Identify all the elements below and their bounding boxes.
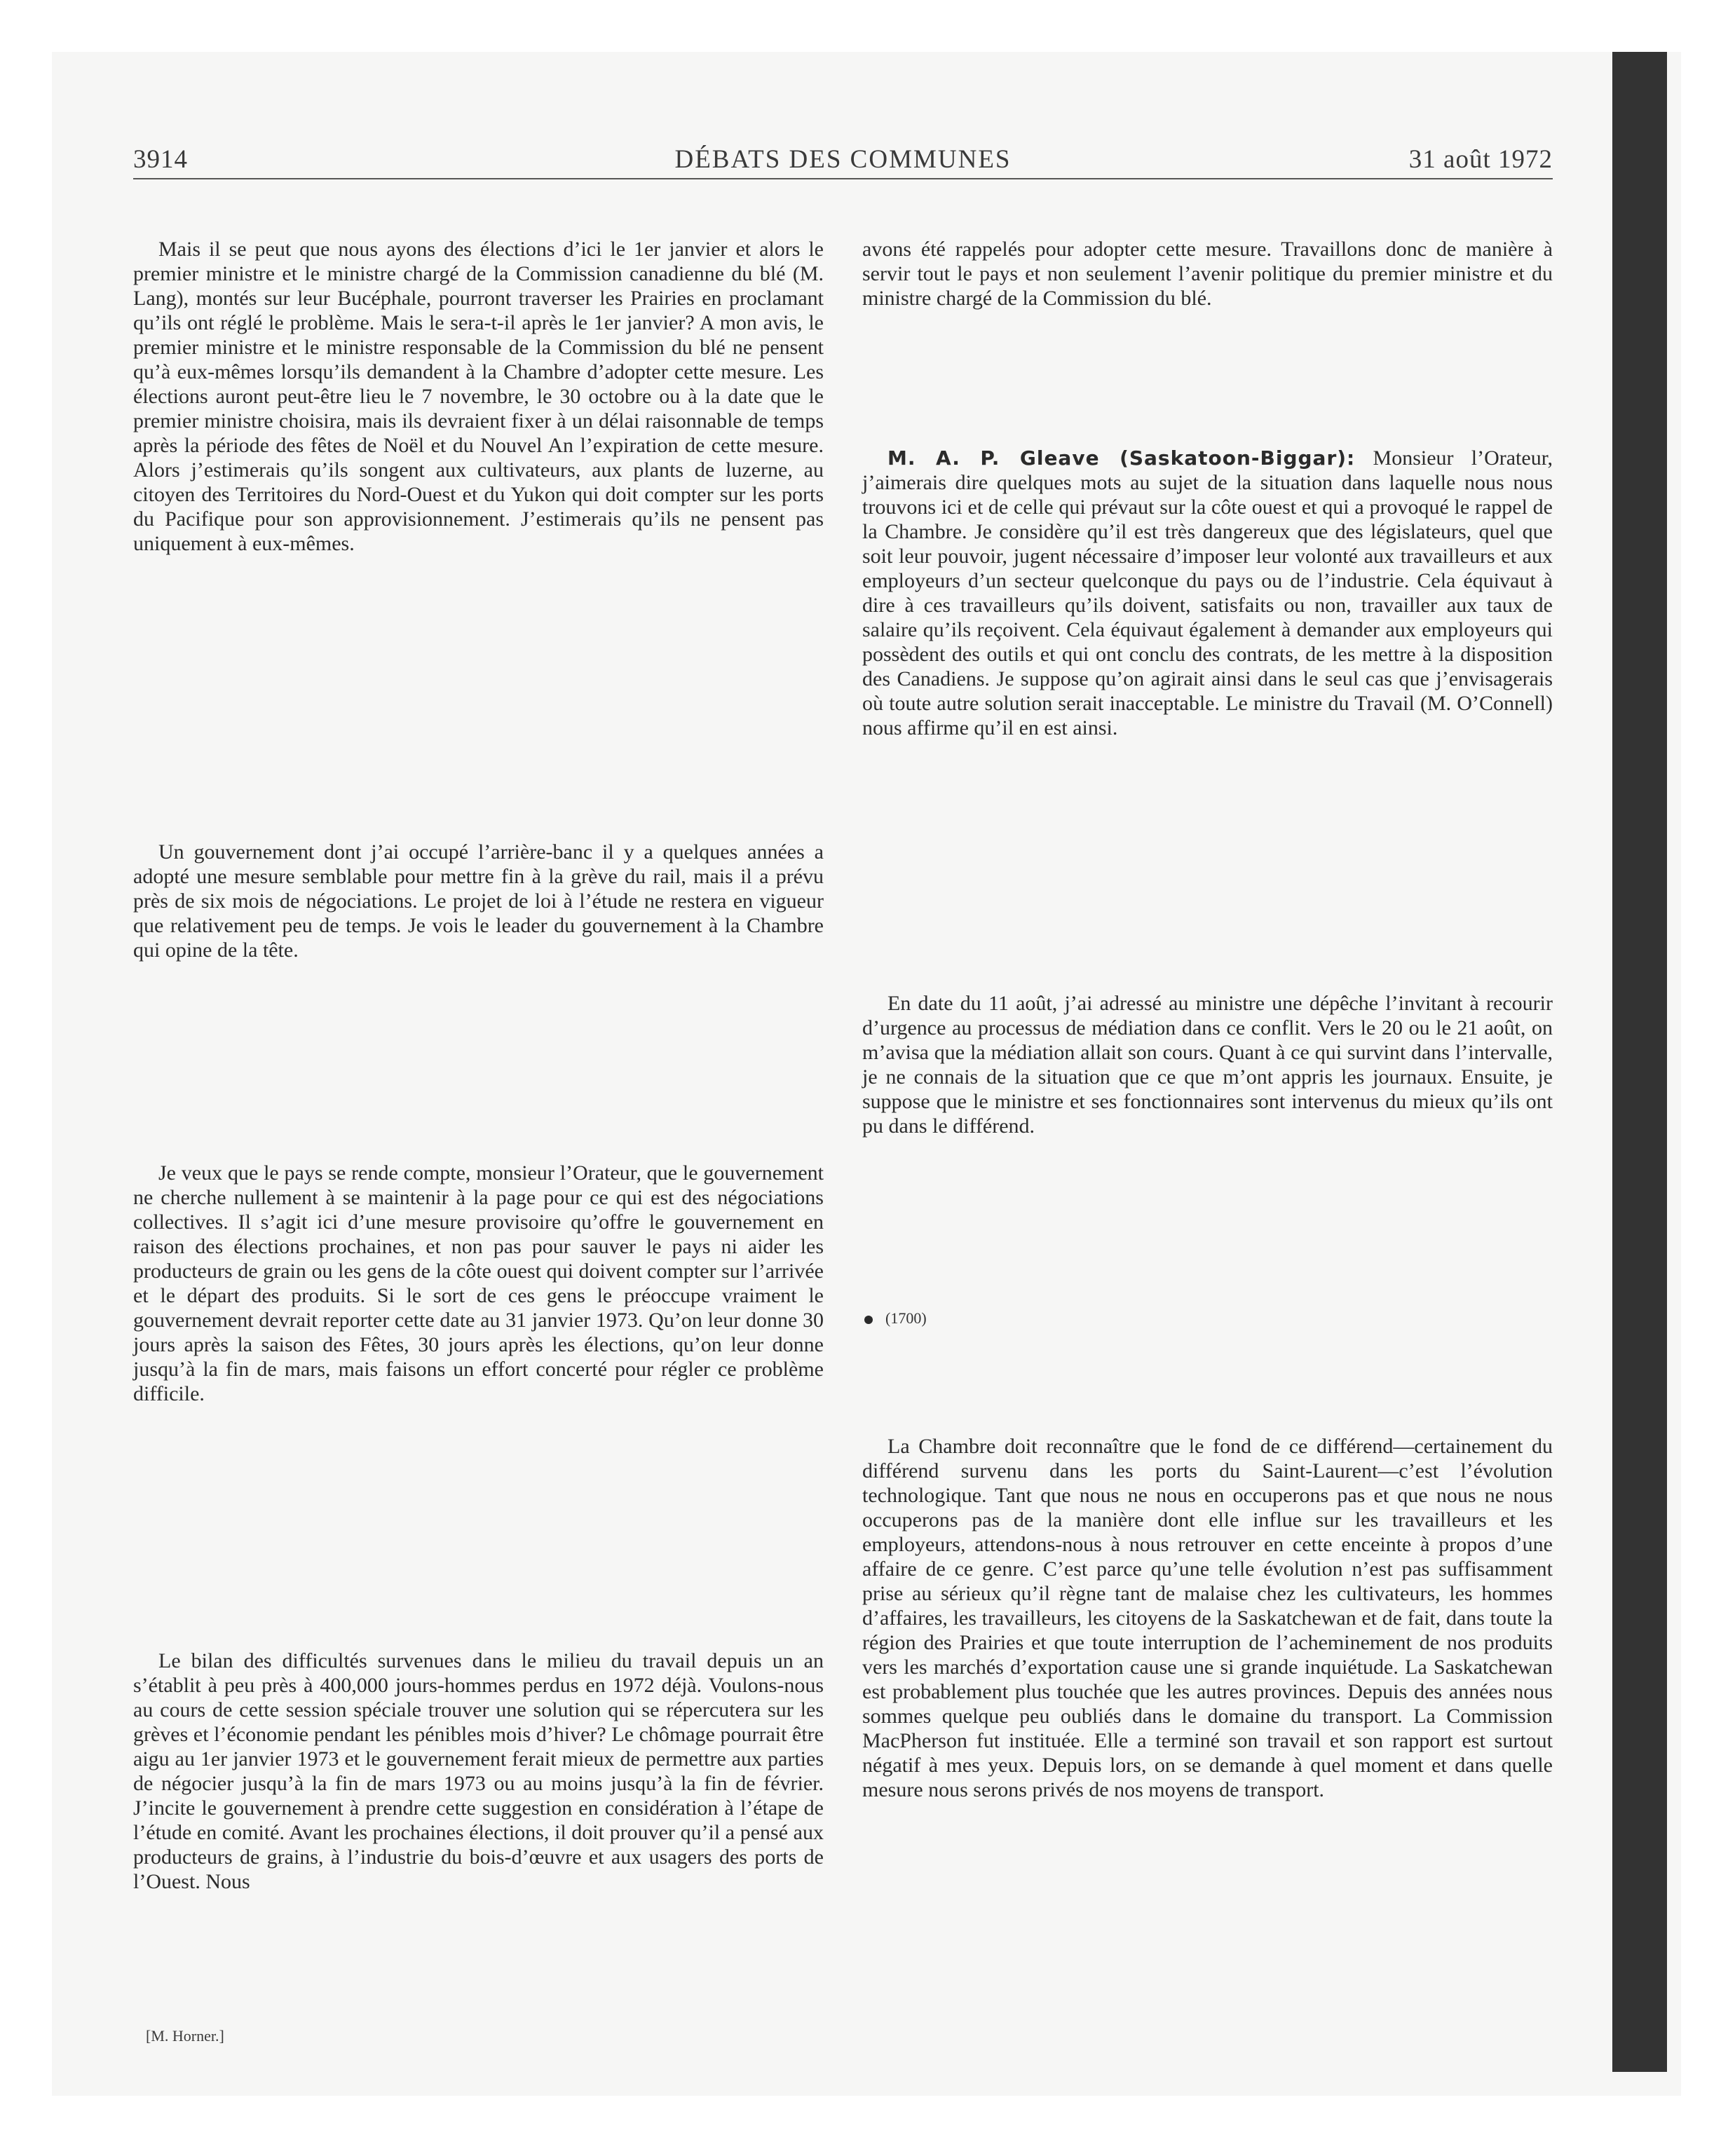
time-marker-text: (1700) [885, 1309, 927, 1327]
scan-edge-bar [1612, 52, 1667, 2072]
right-continuation-block [862, 237, 1553, 311]
left-paragraph-4: Le bilan des difficultés survenues dans le milieu du travail depuis un an s’établit à peu près à 400,000 jours-hommes perdus en 1972 déjà. Voulons-nous au cours de cette session spéciale trouver une solution qui se répercutera sur les grèves et l’économie pendant les pénibles mois d’hiver? Le chômage pourrait être aigu au 1er janvier 1973 et le gouvernement ferait mieux de permettre aux parties de négocier jusqu’à la fin de mars 1973 ou au moins jusqu’à la fin de février. J’incite le gouvernement à prendre cette suggestion en considération à l’étape de l’étude en comité. Avant les prochaines élections, il doit prouver qu’il a pensé aux producteurs de grains, à l’industrie du bois-d’œuvre et aux usagers des ports de l’Ouest. Nous [133, 1649, 824, 1893]
speech-opening-text: Monsieur l’Orateur, j’aimerais dire quelques mots au sujet de la situation dans laquelle nous nous trouvons ici et de celle qui prévaut sur la côte ouest et qui a provoqué le rappel de la Chambre. Je considère qu’il est très dangereux que des législateurs, quel que soit leur pouvoir, jugent nécessaire d’imposer leur volonté aux travailleurs et aux employeurs d’un secteur quelconque du pays ou de l’industrie. Cela équivaut à dire à ces travailleurs qu’ils doivent, satisfaits ou non, travailler aux taux de salaire qu’ils reçoivent. Cela équivaut également à demander aux employeurs qui possèdent des outils et qui ont conclu des contrats, de les mettre à la disposition des Canadiens. Je suppose qu’on agirait ainsi dans le seul cas que j’envisagerais où toute autre solution serait inacceptable. Le ministre du Travail (M. O’Connell) nous affirme qu’il en est ainsi. [862, 446, 1553, 739]
left-paragraph-1-block [133, 237, 824, 556]
right-paragraph-3: La Chambre doit reconnaître que le fond de ce différend—certainement du différend survenu dans les ports du Saint-Laurent—c’est l’évolution technologique. Tant que nous ne nous en occuperons pas et que nous ne nous occuperons pas de la manière dont elle influe sur les travailleurs et les employeurs, attendons-nous à nous retrouver en cette enceinte à propos d’une affaire de ce genre. C’est parce qu’une telle évolution n’est pas suffisamment prise au sérieux qu’il règne tant de malaise chez les cultivateurs, les hommes d’affaires, les travailleurs, les citoyens de la Saskatchewan et de fait, dans toute la région des Prairies et que toute interruption de l’acheminement de nos produits vers les marchés d’exportation cause une si grande inquiétude. La Saskatchewan est probablement plus touchée que les autres provinces. Depuis des années nous sommes quelque peu oubliés dans le domaine du transport. La Commission MacPherson fut instituée. Elle a terminé son travail et son rapport est surtout négatif à mes yeux. Depuis lors, on se demande à quel moment et dans quelle mesure nous serons privés de nos moyens de transport. [862, 1435, 1553, 1801]
left-paragraph-1: Mais il se peut que nous ayons des élections d’ici le 1er janvier et alors le premier ministre et le ministre chargé de la Commission canadienne du blé (M. Lang), montés sur leur Bucéphale, pourront traverser les Prairies en proclamant qu’ils ont réglé le problème. Mais le sera-t-il après le 1er janvier? A mon avis, le premier ministre et le ministre responsable de la Commission du blé ne pensent qu’à eux-mêmes lorsqu’ils demandent à la Chambre d’adopter cette mesure. Les élections auront peut-être lieu le 7 novembre, le 30 octobre ou à la date que le premier ministre choisira, mais ils devraient fixer à un délai raisonnable de temps après la période des fêtes de Noël et du Nouvel An l’expiration de cette mesure. Alors j’estimerais qu’ils songent aux cultivateurs, aux plants de luzerne, au citoyen des Territoires du Nord-Ouest et du Yukon qui doit compter sur les ports du Pacifique pour son approvisionnement. J’estimerais qu’ils ne pensent pas uniquement à eux-mêmes. [133, 238, 824, 555]
speaker-name: M. A. P. Gleave (Saskatoon-Biggar): [887, 446, 1356, 470]
running-head [133, 144, 1553, 179]
page-number: 3914 [133, 145, 188, 174]
right-continuation: avons été rappelés pour adopter cette mesure. Travaillons donc de manière à servir tout le pays et non seulement l’avenir politique du premier ministre et du ministre chargé de la Commission du blé. [862, 238, 1553, 310]
time-marker [864, 1309, 927, 1328]
left-paragraph-2-block [133, 840, 824, 962]
right-paragraph-3-block [862, 1434, 1553, 1802]
journal-title: DÉBATS DES COMMUNES [674, 145, 1012, 174]
left-paragraph-3-block [133, 1161, 824, 1406]
bullet-icon [864, 1316, 873, 1324]
left-paragraph-4-block [133, 1649, 824, 1894]
header-rule [133, 178, 1553, 179]
issue-date: 31 août 1972 [1408, 145, 1553, 174]
gleave-speech-opening [862, 446, 1553, 740]
left-paragraph-2: Un gouvernement dont j’ai occupé l’arrière-banc il y a quelques années a adopté une mesure semblable pour mettre fin à la grève du rail, mais il a prévu près de six mois de négociations. Le projet de loi à l’étude ne restera en vigueur que relativement peu de temps. Je vois le leader du gouvernement à la Chambre qui opine de la tête. [133, 840, 824, 962]
speaker-attribution: [M. Horner.] [146, 2027, 224, 2045]
left-paragraph-3: Je veux que le pays se rende compte, monsieur l’Orateur, que le gouvernement ne cherche nullement à se maintenir à la page pour ce qui est des négociations collectives. Il s’agit ici d’une mesure provisoire qu’offre le gouvernement en raison des élections prochaines, et non pas pour sauver le pays ni aider les producteurs de grain ou les gens de la côte ouest qui doivent compter sur l’arrivée et le départ des produits. Si le sort de ces gens le préoccupe vraiment le gouvernement devrait reporter cette date au 31 janvier 1973. Qu’on leur donne 30 jours après la saison des Fêtes, 30 jours après les élections, qu’on leur donne jusqu’à la fin de mars, mais faisons un effort concerté pour régler ce problème difficile. [133, 1161, 824, 1405]
right-paragraph-2-block [862, 991, 1553, 1138]
gleave-speech-block [862, 446, 1553, 740]
right-paragraph-2: En date du 11 août, j’ai adressé au ministre une dépêche l’invitant à recourir d’urgence au processus de médiation dans ce conflit. Vers le 20 ou le 21 août, on m’avisa que la médiation allait son cours. Quant à ce qui survint dans l’intervalle, je ne connais de la situation que ce que m’ont appris les journaux. Ensuite, je suppose que le ministre et ses fonctionnaires sont intervenus du mieux qu’ils ont pu dans le différend. [862, 992, 1553, 1138]
